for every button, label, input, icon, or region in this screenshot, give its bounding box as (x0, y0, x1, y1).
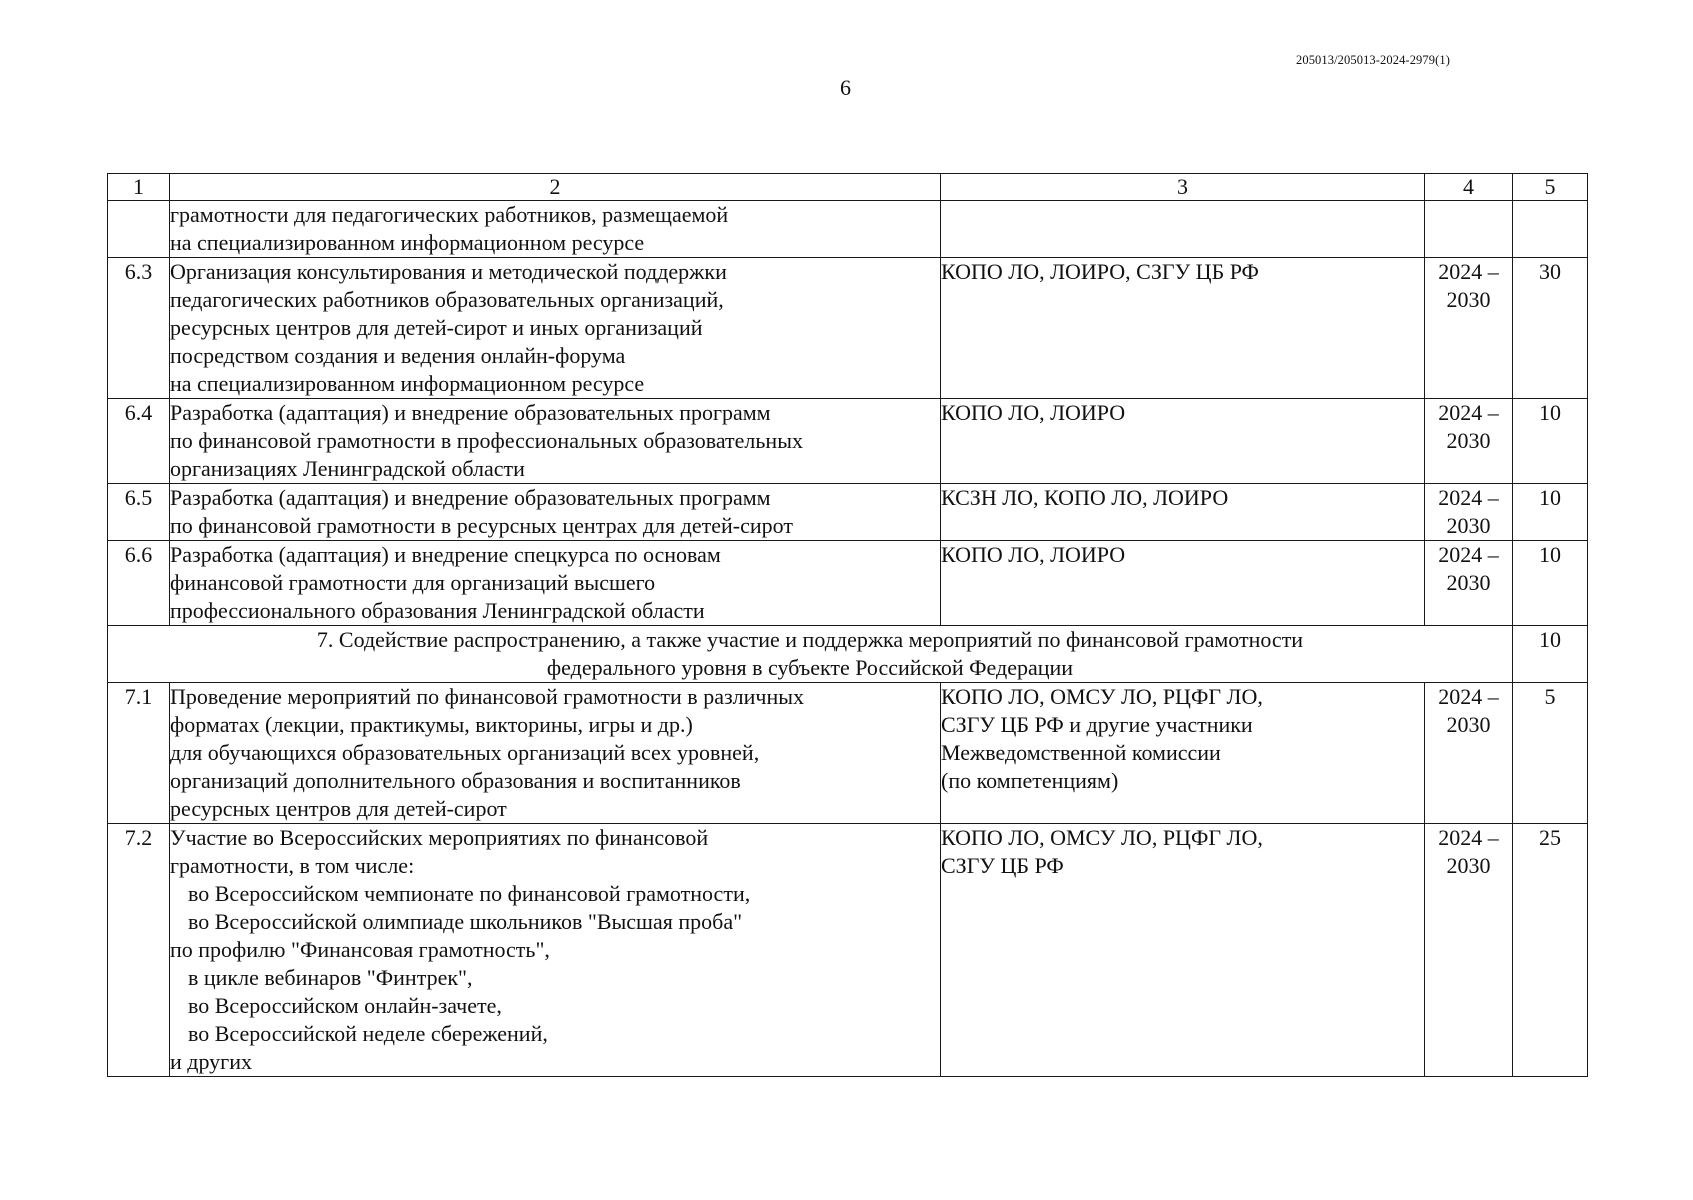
section-weight: 10 (1513, 626, 1588, 683)
row-number: 7.1 (108, 683, 170, 824)
column-header-4: 4 (1425, 174, 1513, 201)
page-number: 6 (840, 75, 851, 100)
column-header-2: 2 (170, 174, 941, 201)
row-executors: КСЗН ЛО, КОПО ЛО, ЛОИРО (941, 484, 1425, 541)
table-row-7-2 (108, 824, 1588, 1077)
table-row-continuation (108, 201, 1588, 258)
row-weight: 5 (1513, 683, 1588, 824)
row-period: 2024 – 2030 (1425, 258, 1513, 399)
row-weight: 10 (1513, 484, 1588, 541)
row-weight: 25 (1513, 824, 1588, 1077)
row-executors: КОПО ЛО, ОМСУ ЛО, РЦФГ ЛО, СЗГУ ЦБ РФ и другие участники Межведомственной комиссии (по компетенциям) (941, 683, 1425, 824)
row-period: 2024 – 2030 (1425, 683, 1513, 824)
row-description: Разработка (адаптация) и внедрение спецкурса по основам финансовой грамотности для организаций высшего профессионального образования Ленинградской области (170, 541, 941, 626)
table-section-row-7 (108, 626, 1588, 683)
column-header-5: 5 (1513, 174, 1588, 201)
row-description: Разработка (адаптация) и внедрение образовательных программ по финансовой грамотности в профессиональных образовательных организациях Ленинградской области (170, 399, 941, 484)
table-header-row (108, 174, 1588, 201)
row-number: 6.3 (108, 258, 170, 399)
row-description: Проведение мероприятий по финансовой грамотности в различных форматах (лекции, практикумы, викторины, игры и др.) для обучающихся образовательных организаций всех уровней, организаций дополнительного образования и воспитанников ресурсных центров для детей-сирот (170, 683, 941, 824)
action-plan-table (107, 173, 1588, 1077)
row-period: 2024 – 2030 (1425, 399, 1513, 484)
row-executors: КОПО ЛО, ЛОИРО, СЗГУ ЦБ РФ (941, 258, 1425, 399)
row-weight: 10 (1513, 541, 1588, 626)
row-period: 2024 – 2030 (1425, 541, 1513, 626)
row-weight (1513, 201, 1588, 258)
row-number (108, 201, 170, 258)
row-number: 7.2 (108, 824, 170, 1077)
row-period: 2024 – 2030 (1425, 824, 1513, 1077)
table-row-6-5 (108, 484, 1588, 541)
row-number: 6.4 (108, 399, 170, 484)
row-period (1425, 201, 1513, 258)
row-executors: КОПО ЛО, ЛОИРО (941, 399, 1425, 484)
document-id: 205013/205013-2024-2979(1) (1296, 53, 1450, 67)
table-row-6-4 (108, 399, 1588, 484)
row-description: Участие во Всероссийских мероприятиях по финансовой грамотности, в том числе: во Всероссийском чемпионате по финансовой грамотности, во Всероссийской олимпиаде школьников "Высшая проба" по профилю "Финансовая грамотность", в цикле вебинаров "Финтрек", во Всероссийском онлайн-зачете, во Всероссийской неделе сбережений, и других (170, 824, 941, 1077)
table-row-6-6 (108, 541, 1588, 626)
row-weight: 30 (1513, 258, 1588, 399)
row-description: Организация консультирования и методической поддержки педагогических работников образовательных организаций, ресурсных центров для детей-сирот и иных организаций посредством создания и ведения онлайн-форума на специализированном информационном ресурсе (170, 258, 941, 399)
table-row-7-1 (108, 683, 1588, 824)
row-number: 6.6 (108, 541, 170, 626)
column-header-1: 1 (108, 174, 170, 201)
row-executors: КОПО ЛО, ОМСУ ЛО, РЦФГ ЛО, СЗГУ ЦБ РФ (941, 824, 1425, 1077)
row-period: 2024 – 2030 (1425, 484, 1513, 541)
table-row-6-3 (108, 258, 1588, 399)
row-description: грамотности для педагогических работников, размещаемой на специализированном информационном ресурсе (170, 201, 941, 258)
column-header-3: 3 (941, 174, 1425, 201)
row-executors: КОПО ЛО, ЛОИРО (941, 541, 1425, 626)
row-executors (941, 201, 1425, 258)
row-description: Разработка (адаптация) и внедрение образовательных программ по финансовой грамотности в ресурсных центрах для детей-сирот (170, 484, 941, 541)
row-weight: 10 (1513, 399, 1588, 484)
row-number: 6.5 (108, 484, 170, 541)
section-title: 7. Содействие распространению, а также участие и поддержка мероприятий по финансовой грамотности федерального уровня в субъекте Российской Федерации (108, 626, 1513, 683)
